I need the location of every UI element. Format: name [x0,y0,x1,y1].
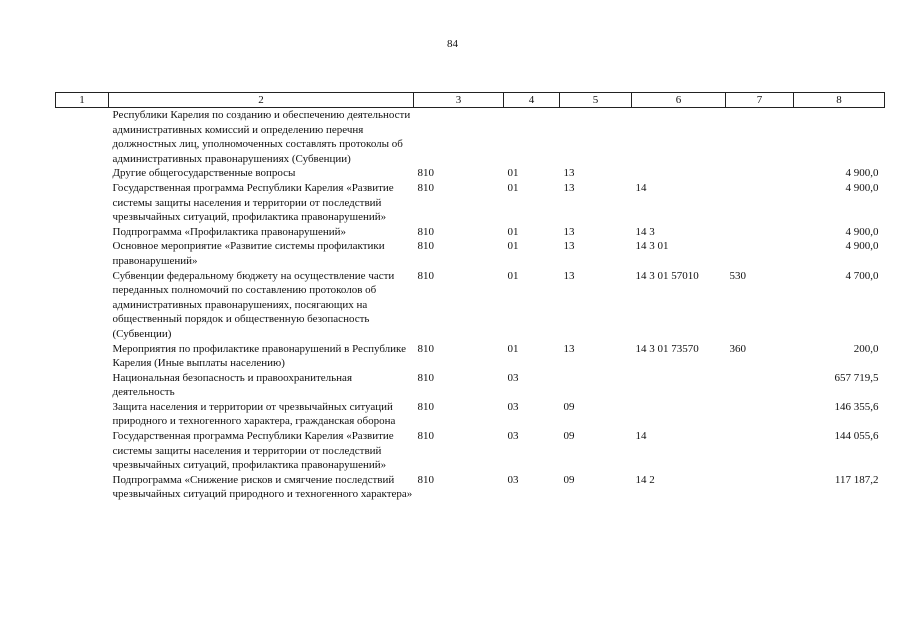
row-section: 03 [507,400,519,413]
row-grbs: 810 [417,473,434,486]
row-subsection: 13 [563,342,575,355]
row-section: 01 [507,269,519,282]
row-target-article: 14 3 01 73570 [635,342,699,355]
row-expense-type: 360 [729,342,746,355]
table-row [56,181,885,225]
header-col-8: 8 [794,93,885,108]
row-grbs: 810 [417,167,434,180]
row-section: 03 [507,430,519,443]
row-subsection: 09 [563,400,575,413]
row-expense-type [726,371,794,400]
blank-cell [56,239,109,268]
blank-cell [56,108,109,167]
page-number: 84 [447,38,458,50]
row-target-article: 14 2 [635,473,655,486]
blank-cell [56,473,109,502]
blank-cell [56,342,109,371]
blank-cell [56,269,109,342]
row-target-article [632,166,726,181]
row-section: 03 [507,473,519,486]
row-expense-type [726,166,794,181]
row-expense-type [726,400,794,429]
blank-cell [56,371,109,400]
row-grbs: 810 [417,342,434,355]
blank-cell [56,166,109,181]
row-name: Субвенции федеральному бюджету на осуществление части переданных полномочий по составлению протоколов об административных правонарушениях, посягающих на общественный порядок и общественную безопасность (Субвенции) [112,269,395,340]
row-grbs: 810 [417,371,434,384]
row-amount: 4 700,0 [845,269,879,282]
table-row [56,166,885,181]
budget-table [55,92,885,502]
row-subsection: 13 [563,240,575,253]
row-expense-type: 530 [729,269,746,282]
row-subsection [560,108,632,167]
row-name: Мероприятия по профилактике правонарушений в Республике Карелия (Иные выплаты населению) [112,342,406,370]
row-subsection [560,371,632,400]
row-section: 01 [507,181,519,194]
row-subsection: 09 [563,473,575,486]
row-name: Национальная безопасность и правоохранительная деятельность [112,371,352,399]
row-name: Защита населения и территории от чрезвычайных ситуаций природного и техногенного характера, гражданская оборона [112,400,396,428]
row-amount: 4 900,0 [845,240,879,253]
table-row [56,429,885,473]
row-name: Подпрограмма «Снижение рисков и смягчение последствий чрезвычайных ситуаций природного и техногенного характера» [112,473,413,501]
row-expense-type [726,108,794,167]
row-amount: 146 355,6 [834,400,879,413]
row-grbs: 810 [417,240,434,253]
row-grbs: 810 [417,430,434,443]
row-amount: 200,0 [853,342,879,355]
row-amount: 4 900,0 [845,225,879,238]
row-expense-type [726,181,794,225]
row-expense-type [726,429,794,473]
row-target-article [632,371,726,400]
row-section: 01 [507,225,519,238]
table-row [56,225,885,240]
row-subsection: 13 [563,269,575,282]
header-col-1: 1 [56,93,109,108]
row-section: 01 [507,167,519,180]
row-subsection: 13 [563,181,575,194]
table-row [56,371,885,400]
blank-cell [56,429,109,473]
column-number-row [56,93,885,108]
row-name: Другие общегосударственные вопросы [112,167,296,180]
row-target-article: 14 [635,430,647,443]
row-target-article: 14 3 [635,225,655,238]
row-section: 01 [507,342,519,355]
header-col-7: 7 [726,93,794,108]
header-col-2: 2 [109,93,414,108]
row-amount: 4 900,0 [845,181,879,194]
table-body [56,108,885,503]
row-name: Подпрограмма «Профилактика правонарушений» [112,225,347,238]
row-subsection: 13 [563,167,575,180]
row-section: 01 [507,240,519,253]
row-amount: 657 719,5 [834,371,879,384]
row-amount [794,108,885,167]
row-grbs: 810 [417,269,434,282]
row-grbs: 810 [417,225,434,238]
row-target-article: 14 3 01 57010 [635,269,699,282]
row-target-article [632,400,726,429]
row-name: Основное мероприятие «Развитие системы профилактики правонарушений» [112,240,385,267]
row-subsection: 13 [563,225,575,238]
header-col-4: 4 [504,93,560,108]
table-row [56,473,885,502]
header-col-3: 3 [414,93,504,108]
row-grbs [414,108,504,167]
row-target-article [632,108,726,167]
row-expense-type [726,225,794,240]
header-col-6: 6 [632,93,726,108]
row-grbs: 810 [417,400,434,413]
blank-cell [56,225,109,240]
row-amount: 4 900,0 [845,167,879,180]
table-row [56,342,885,371]
row-subsection: 09 [563,430,575,443]
row-amount: 144 055,6 [834,430,879,443]
row-name: Республики Карелия по созданию и обеспечению деятельности административных комиссий и определению перечня должностных лиц, уполномоченных составлять протоколы об административных правонарушениях (Субвенции) [112,109,411,165]
row-amount: 117 187,2 [834,473,879,486]
row-grbs: 810 [417,181,434,194]
table-row [56,269,885,342]
blank-cell [56,181,109,225]
blank-cell [56,400,109,429]
row-name: Государственная программа Республики Карелия «Развитие системы защиты населения и территории от последствий чрезвычайных ситуаций, профилактика правонарушений» [112,181,394,224]
row-expense-type [726,239,794,268]
table-row [56,108,885,167]
header-col-5: 5 [560,93,632,108]
table-row [56,239,885,268]
row-section [504,108,560,167]
row-expense-type [726,473,794,502]
table-row [56,400,885,429]
row-name: Государственная программа Республики Карелия «Развитие системы защиты населения и территории от последствий чрезвычайных ситуаций, профилактика правонарушений» [112,430,394,472]
row-section: 03 [507,371,519,384]
row-target-article: 14 3 01 [635,240,669,253]
row-target-article: 14 [635,181,647,194]
